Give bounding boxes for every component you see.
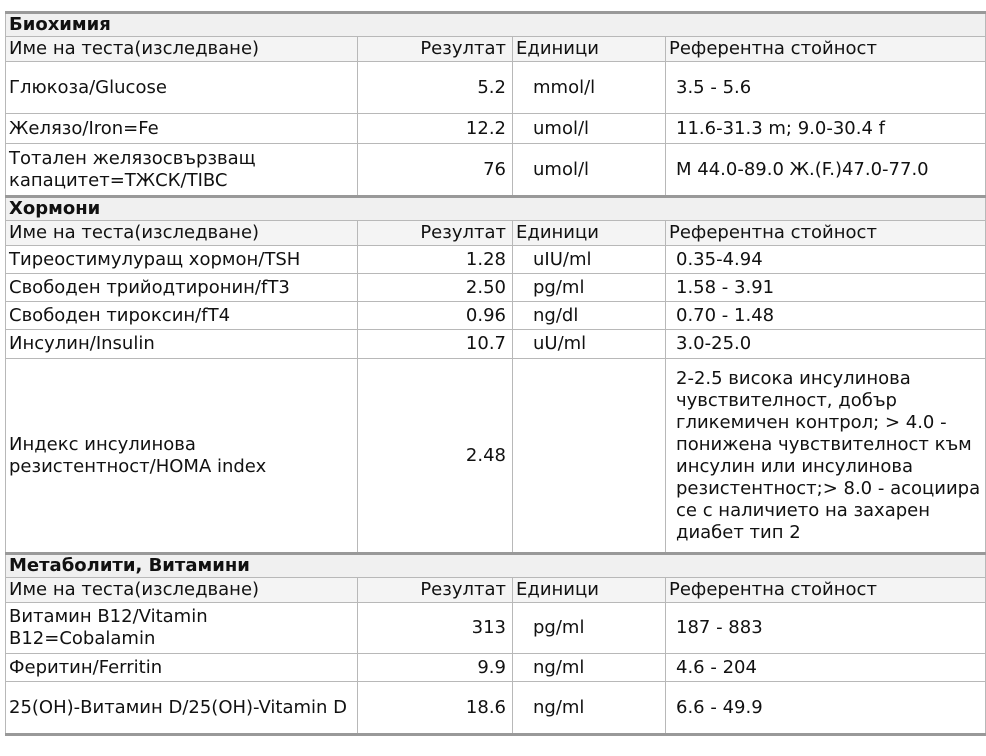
test-result: 313 [358,603,513,654]
test-reference: M 44.0-89.0 Ж.(F.)47.0-77.0 [666,144,986,197]
test-reference: 187 - 883 [666,603,986,654]
table-row [6,330,986,359]
test-reference: 2-2.5 висока инсулинова чувствителност, добър гликемичен контрол; > 4.0 - понижена чувствителност към инсулин или инсулинова резистентност;> 8.0 - асоциира се с наличието на захарен диабет тип 2 [666,359,986,554]
test-units [513,359,666,554]
test-reference: 6.6 - 49.9 [666,682,986,735]
column-header-row [6,578,986,603]
test-units: umol/l [513,114,666,144]
test-name: Индекс инсулинова резистентност/HOMA index [6,359,358,554]
table-row [6,62,986,114]
table-row [6,144,986,197]
test-result: 76 [358,144,513,197]
test-name: Феритин/Ferritin [6,654,358,682]
column-header-units: Единици [513,221,666,246]
section-title: Метаболити, Витамини [6,554,986,578]
table-row [6,654,986,682]
test-name: Тотален желязосвързващ капацитет=ТЖСК/TIBC [6,144,358,197]
test-result: 5.2 [358,62,513,114]
test-units: ng/ml [513,654,666,682]
table-row [6,274,986,302]
test-name: Свободен трийодтиронин/fT3 [6,274,358,302]
table-row [6,246,986,274]
test-name: Свободен тироксин/fT4 [6,302,358,330]
column-header-name: Име на теста(изследване) [6,221,358,246]
test-reference: 3.0-25.0 [666,330,986,359]
section-header [6,554,986,578]
test-name: 25(OH)-Витамин D/25(OH)-Vitamin D [6,682,358,735]
column-header-row [6,37,986,62]
column-header-result: Резултат [358,37,513,62]
test-name: Тиреостимулуращ хормон/TSH [6,246,358,274]
section-header [6,13,986,37]
table-row [6,603,986,654]
test-reference: 0.70 - 1.48 [666,302,986,330]
test-units: umol/l [513,144,666,197]
table-row [6,682,986,735]
test-result: 1.28 [358,246,513,274]
column-header-name: Име на теста(изследване) [6,37,358,62]
test-units: pg/ml [513,603,666,654]
test-units: ng/ml [513,682,666,735]
table-row [6,114,986,144]
table-row [6,359,986,554]
test-reference: 4.6 - 204 [666,654,986,682]
test-result: 10.7 [358,330,513,359]
test-units: mmol/l [513,62,666,114]
test-name: Витамин B12/Vitamin B12=Cobalamin [6,603,358,654]
test-name: Инсулин/Insulin [6,330,358,359]
section-title: Биохимия [6,13,986,37]
table-row [6,302,986,330]
test-result: 12.2 [358,114,513,144]
test-units: pg/ml [513,274,666,302]
column-header-result: Резултат [358,578,513,603]
test-result: 0.96 [358,302,513,330]
test-result: 2.48 [358,359,513,554]
test-reference: 1.58 - 3.91 [666,274,986,302]
test-units: uU/ml [513,330,666,359]
test-units: ng/dl [513,302,666,330]
test-name: Глюкоза/Glucose [6,62,358,114]
test-units: uIU/ml [513,246,666,274]
test-name: Желязо/Iron=Fe [6,114,358,144]
section-header [6,197,986,221]
column-header-row [6,221,986,246]
column-header-name: Име на теста(изследване) [6,578,358,603]
test-reference: 11.6-31.3 m; 9.0-30.4 f [666,114,986,144]
test-result: 18.6 [358,682,513,735]
column-header-units: Единици [513,37,666,62]
column-header-reference: Референтна стойност [666,578,986,603]
test-reference: 3.5 - 5.6 [666,62,986,114]
column-header-result: Резултат [358,221,513,246]
column-header-units: Единици [513,578,666,603]
test-result: 9.9 [358,654,513,682]
column-header-reference: Референтна стойност [666,221,986,246]
section-title: Хормони [6,197,986,221]
lab-results-table [5,11,986,736]
test-reference: 0.35-4.94 [666,246,986,274]
column-header-reference: Референтна стойност [666,37,986,62]
test-result: 2.50 [358,274,513,302]
